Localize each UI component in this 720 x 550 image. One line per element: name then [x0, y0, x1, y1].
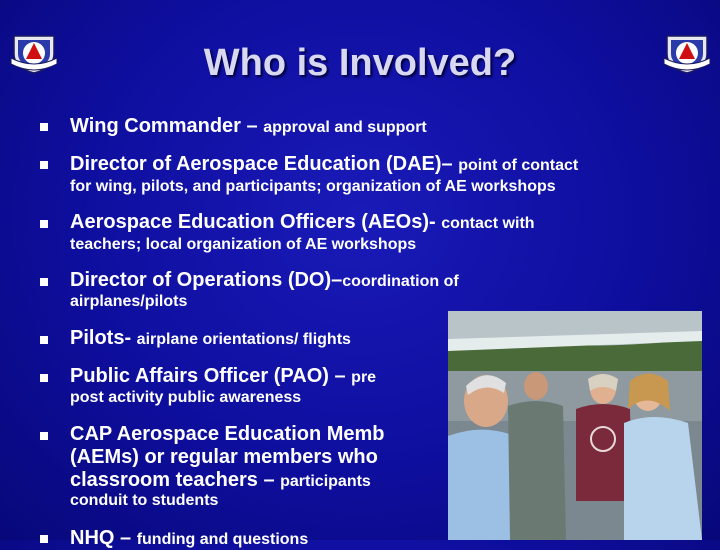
people-photo: [448, 311, 702, 540]
list-item: NHQ – funding and questions: [70, 527, 309, 549]
list-item-continuation: classroom teachers – participants: [70, 469, 371, 491]
square-bullet-icon: [40, 161, 48, 169]
list-item: Wing Commander – approval and support: [70, 115, 427, 137]
square-bullet-icon: [40, 535, 48, 543]
list-item: Pilots- airplane orientations/ flights: [70, 327, 351, 349]
square-bullet-icon: [40, 123, 48, 131]
list-item-continuation: airplanes/pilots: [70, 293, 188, 310]
list-item: CAP Aerospace Education Memb: [70, 423, 385, 445]
list-item-continuation: conduit to students: [70, 492, 219, 509]
list-item-continuation: (AEMs) or regular members who: [70, 446, 378, 468]
list-item: Aerospace Education Officers (AEOs)- contact with: [70, 211, 535, 233]
square-bullet-icon: [40, 220, 48, 228]
square-bullet-icon: [40, 374, 48, 382]
list-item: Director of Aerospace Education (DAE)– point of contact: [70, 153, 579, 175]
square-bullet-icon: [40, 336, 48, 344]
slide-title: Who is Involved?: [203, 42, 517, 84]
square-bullet-icon: [40, 278, 48, 286]
square-bullet-icon: [40, 432, 48, 440]
list-item-continuation: teachers; local organization of AE workshops: [70, 236, 417, 253]
list-item: Public Affairs Officer (PAO) – pre: [70, 365, 377, 387]
list-item-continuation: for wing, pilots, and participants; organization of AE workshops: [70, 178, 556, 195]
list-item: Director of Operations (DO)–coordination of: [70, 269, 459, 291]
list-item-continuation: post activity public awareness: [70, 389, 302, 406]
